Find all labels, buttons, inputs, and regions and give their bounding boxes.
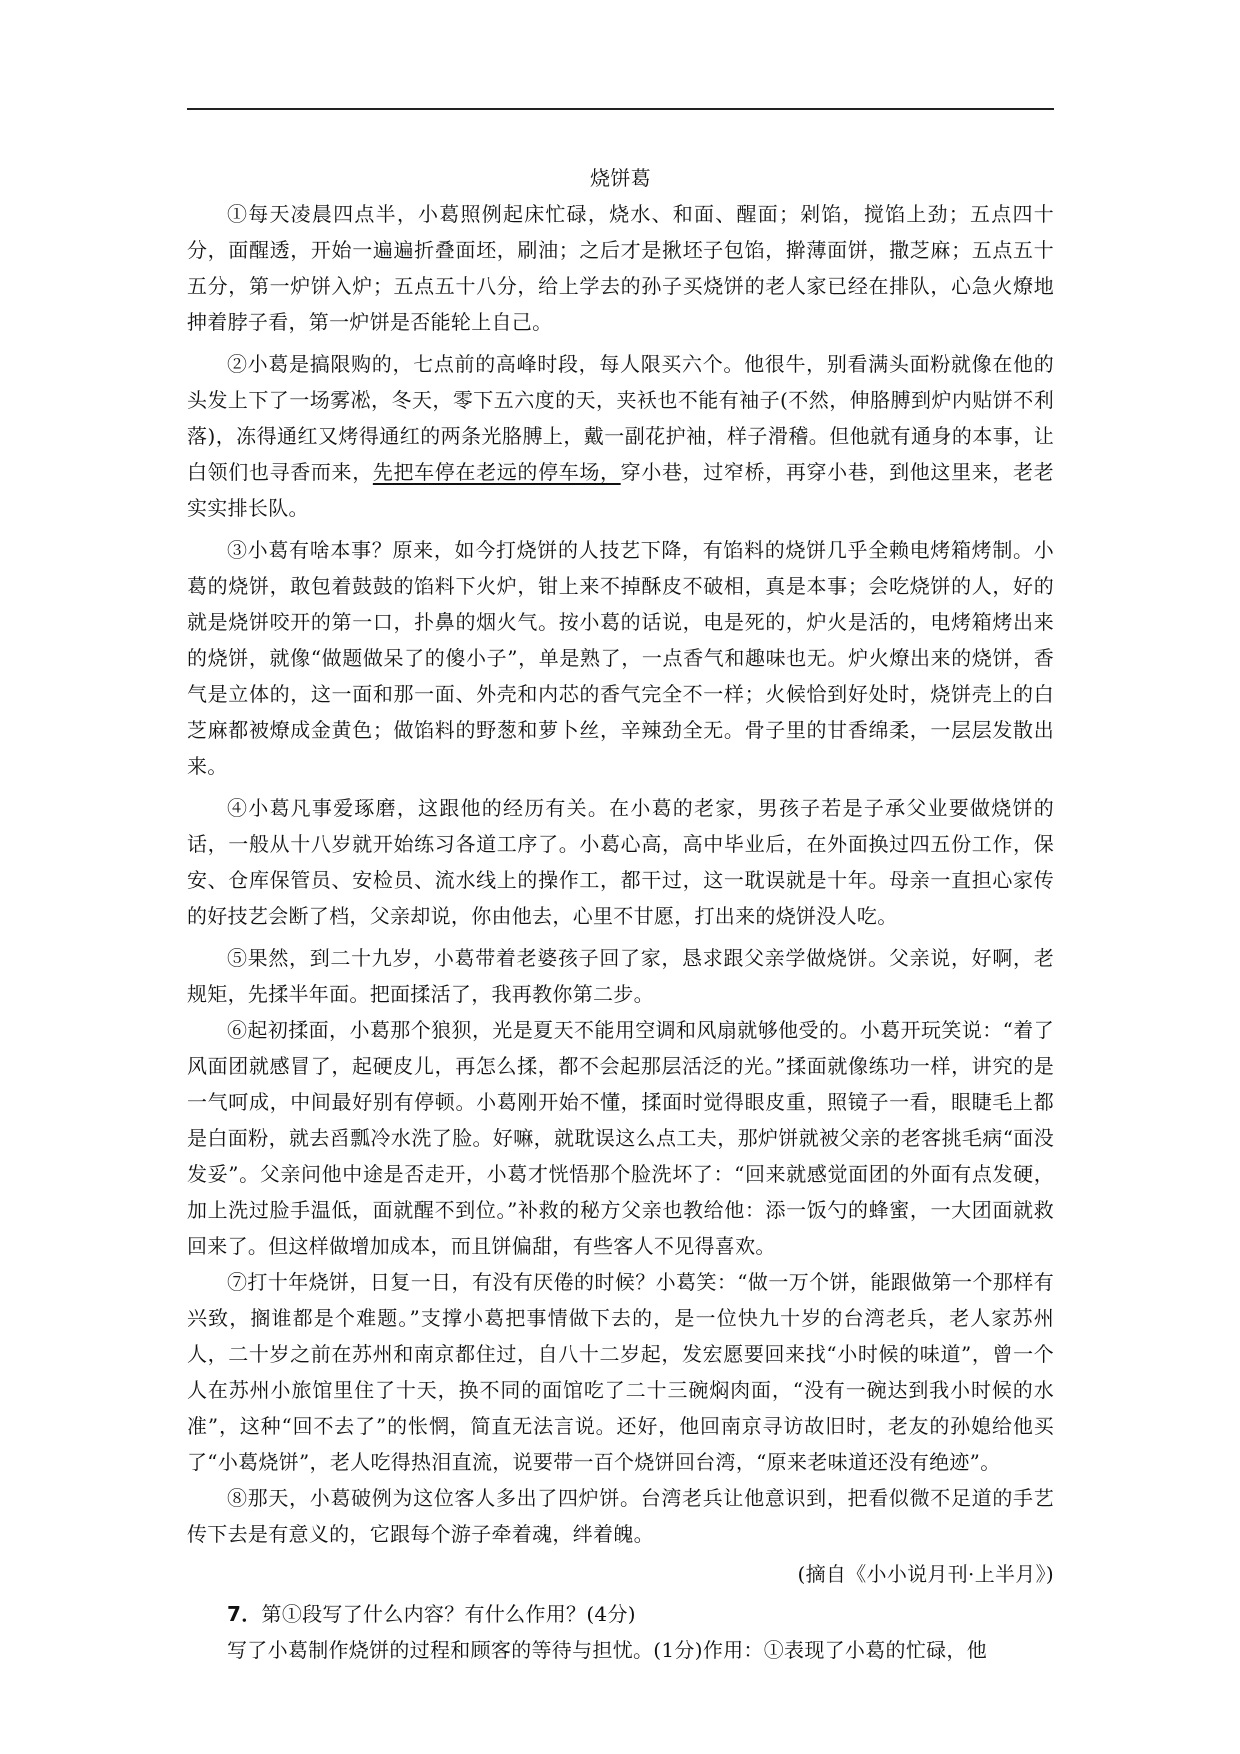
paragraph-5: ⑤果然，到二十九岁，小葛带着老婆孩子回了家，恳求跟父亲学做烧饼。父亲说，好啊，老规矩，先揉半年面。把面揉活了，我再教你第二步。 [187,946,1054,1006]
article-source: (摘自《小小说月刊·上半月》) [797,1562,1054,1586]
article-body [187,160,1054,1668]
paragraph-6: ⑥起初揉面，小葛那个狼狈，光是夏天不能用空调和风扇就够他受的。小葛开玩笑说：“着了风面团就感冒了，起硬皮儿，再怎么揉，都不会起那层活泛的光。”揉面就像练功一样，讲究的是一气呵成，中间最好别有停顿。小葛刚开始不懂，揉面时觉得眼皮重，照镜子一看，眼睫毛上都是白面粉，就去舀瓢冷水洗了脸。好嘛，就耽误这么点工夫，那炉饼就被父亲的老客挑毛病“面没发妥”。父亲问他中途是否走开，小葛才恍悟那个脸洗坏了：“回来就感觉面团的外面有点发硬，加上洗过脸手温低，面就醒不到位。”补救的秘方父亲也教给他：添一饭勺的蜂蜜，一大团面就救回来了。但这样做增加成本，而且饼偏甜，有些客人不见得喜欢。 [187,1018,1054,1258]
paragraph-2 [187,346,1054,526]
question-number: 7． [227,1602,262,1626]
header-rule [187,108,1054,110]
paragraph-4: ④小葛凡事爱琢磨，这跟他的经历有关。在小葛的老家，男孩子若是子承父业要做烧饼的话，一般从十八岁就开始练习各道工序了。小葛心高，高中毕业后，在外面换过四五份工作，保安、仓库保管员、安检员、流水线上的操作工，都干过，这一耽误就是十年。母亲一直担心家传的好技艺会断了档，父亲却说，你由他去，心里不甘愿，打出来的烧饼没人吃。 [187,796,1054,928]
article-title: 烧饼葛 [590,166,651,190]
paragraph-8: ⑧那天，小葛破例为这位客人多出了四炉饼。台湾老兵让他意识到，把看似微不足道的手艺传下去是有意义的，它跟每个游子牵着魂，绊着魄。 [187,1486,1054,1546]
paragraph-2-text-before: ②小葛是搞限购的，七点前的高峰时段，每人限买六个。他很牛，别看满头面粉就像在他的头发上下了一场雾凇，冬天，零下五六度的天，夹袄也不能有袖子(不然，伸胳膊到炉内贴饼不利落)，冻得通红又烤得通红的两条光胳膊上，戴一副花护袖，样子滑稽。但他就有通身的本事，让白领们也寻香而来， [187,352,1054,484]
paragraph-3: ③小葛有啥本事？原来，如今打烧饼的人技艺下降，有馅料的烧饼几乎全赖电烤箱烤制。小葛的烧饼，敢包着鼓鼓的馅料下火炉，钳上来不掉酥皮不破相，真是本事；会吃烧饼的人，好的就是烧饼咬开的第一口，扑鼻的烟火气。按小葛的话说，电是死的，炉火是活的，电烤箱烤出来的烧饼，就像“做题做呆了的傻小子”，单是熟了，一点香气和趣味也无。炉火燎出来的烧饼，香气是立体的，这一面和那一面、外壳和内芯的香气完全不一样；火候恰到好处时，烧饼壳上的白芝麻都被燎成金黄色；做馅料的野葱和萝卜丝，辛辣劲全无。骨子里的甘香绵柔，一层层发散出来。 [187,538,1054,778]
question-7 [187,1596,1054,1632]
question-text: 第①段写了什么内容？有什么作用？(4分) [261,1602,636,1626]
paragraph-1: ①每天凌晨四点半，小葛照例起床忙碌，烧水、和面、醒面；剁馅，搅馅上劲；五点四十分，面醒透，开始一遍遍折叠面坯，刷油；之后才是揪坯子包馅，擀薄面饼，撒芝麻；五点五十五分，第一炉饼入炉；五点五十八分，给上学去的孙子买烧饼的老人家已经在排队，心急火燎地抻着脖子看，第一炉饼是否能轮上自己。 [187,202,1054,334]
paragraph-7: ⑦打十年烧饼，日复一日，有没有厌倦的时候？小葛笑：“做一万个饼，能跟做第一个那样有兴致，搁谁都是个难题。”支撑小葛把事情做下去的，是一位快九十岁的台湾老兵，老人家苏州人，二十岁之前在苏州和南京都住过，自八十二岁起，发宏愿要回来找“小时候的味道”，曾一个人在苏州小旅馆里住了十天，换不同的面馆吃了二十三碗焖肉面，“没有一碗达到我小时候的水准”，这种“回不去了”的怅惘，简直无法言说。还好，他回南京寻访故旧时，老友的孙媳给他买了“小葛烧饼”，老人吃得热泪直流，说要带一百个烧饼回台湾，“原来老味道还没有绝迹”。 [187,1270,1054,1474]
paragraph-2-text-after: 穿小巷，过窄桥，再穿小巷，到他这里来，老老实实排长队。 [187,460,1054,520]
paragraph-2-underlined-sentence: 先把车停在老远的停车场， [372,460,621,484]
question-7-answer: 写了小葛制作烧饼的过程和顾客的等待与担忧。(1分)作用：①表现了小葛的忙碌，他 [227,1638,988,1662]
